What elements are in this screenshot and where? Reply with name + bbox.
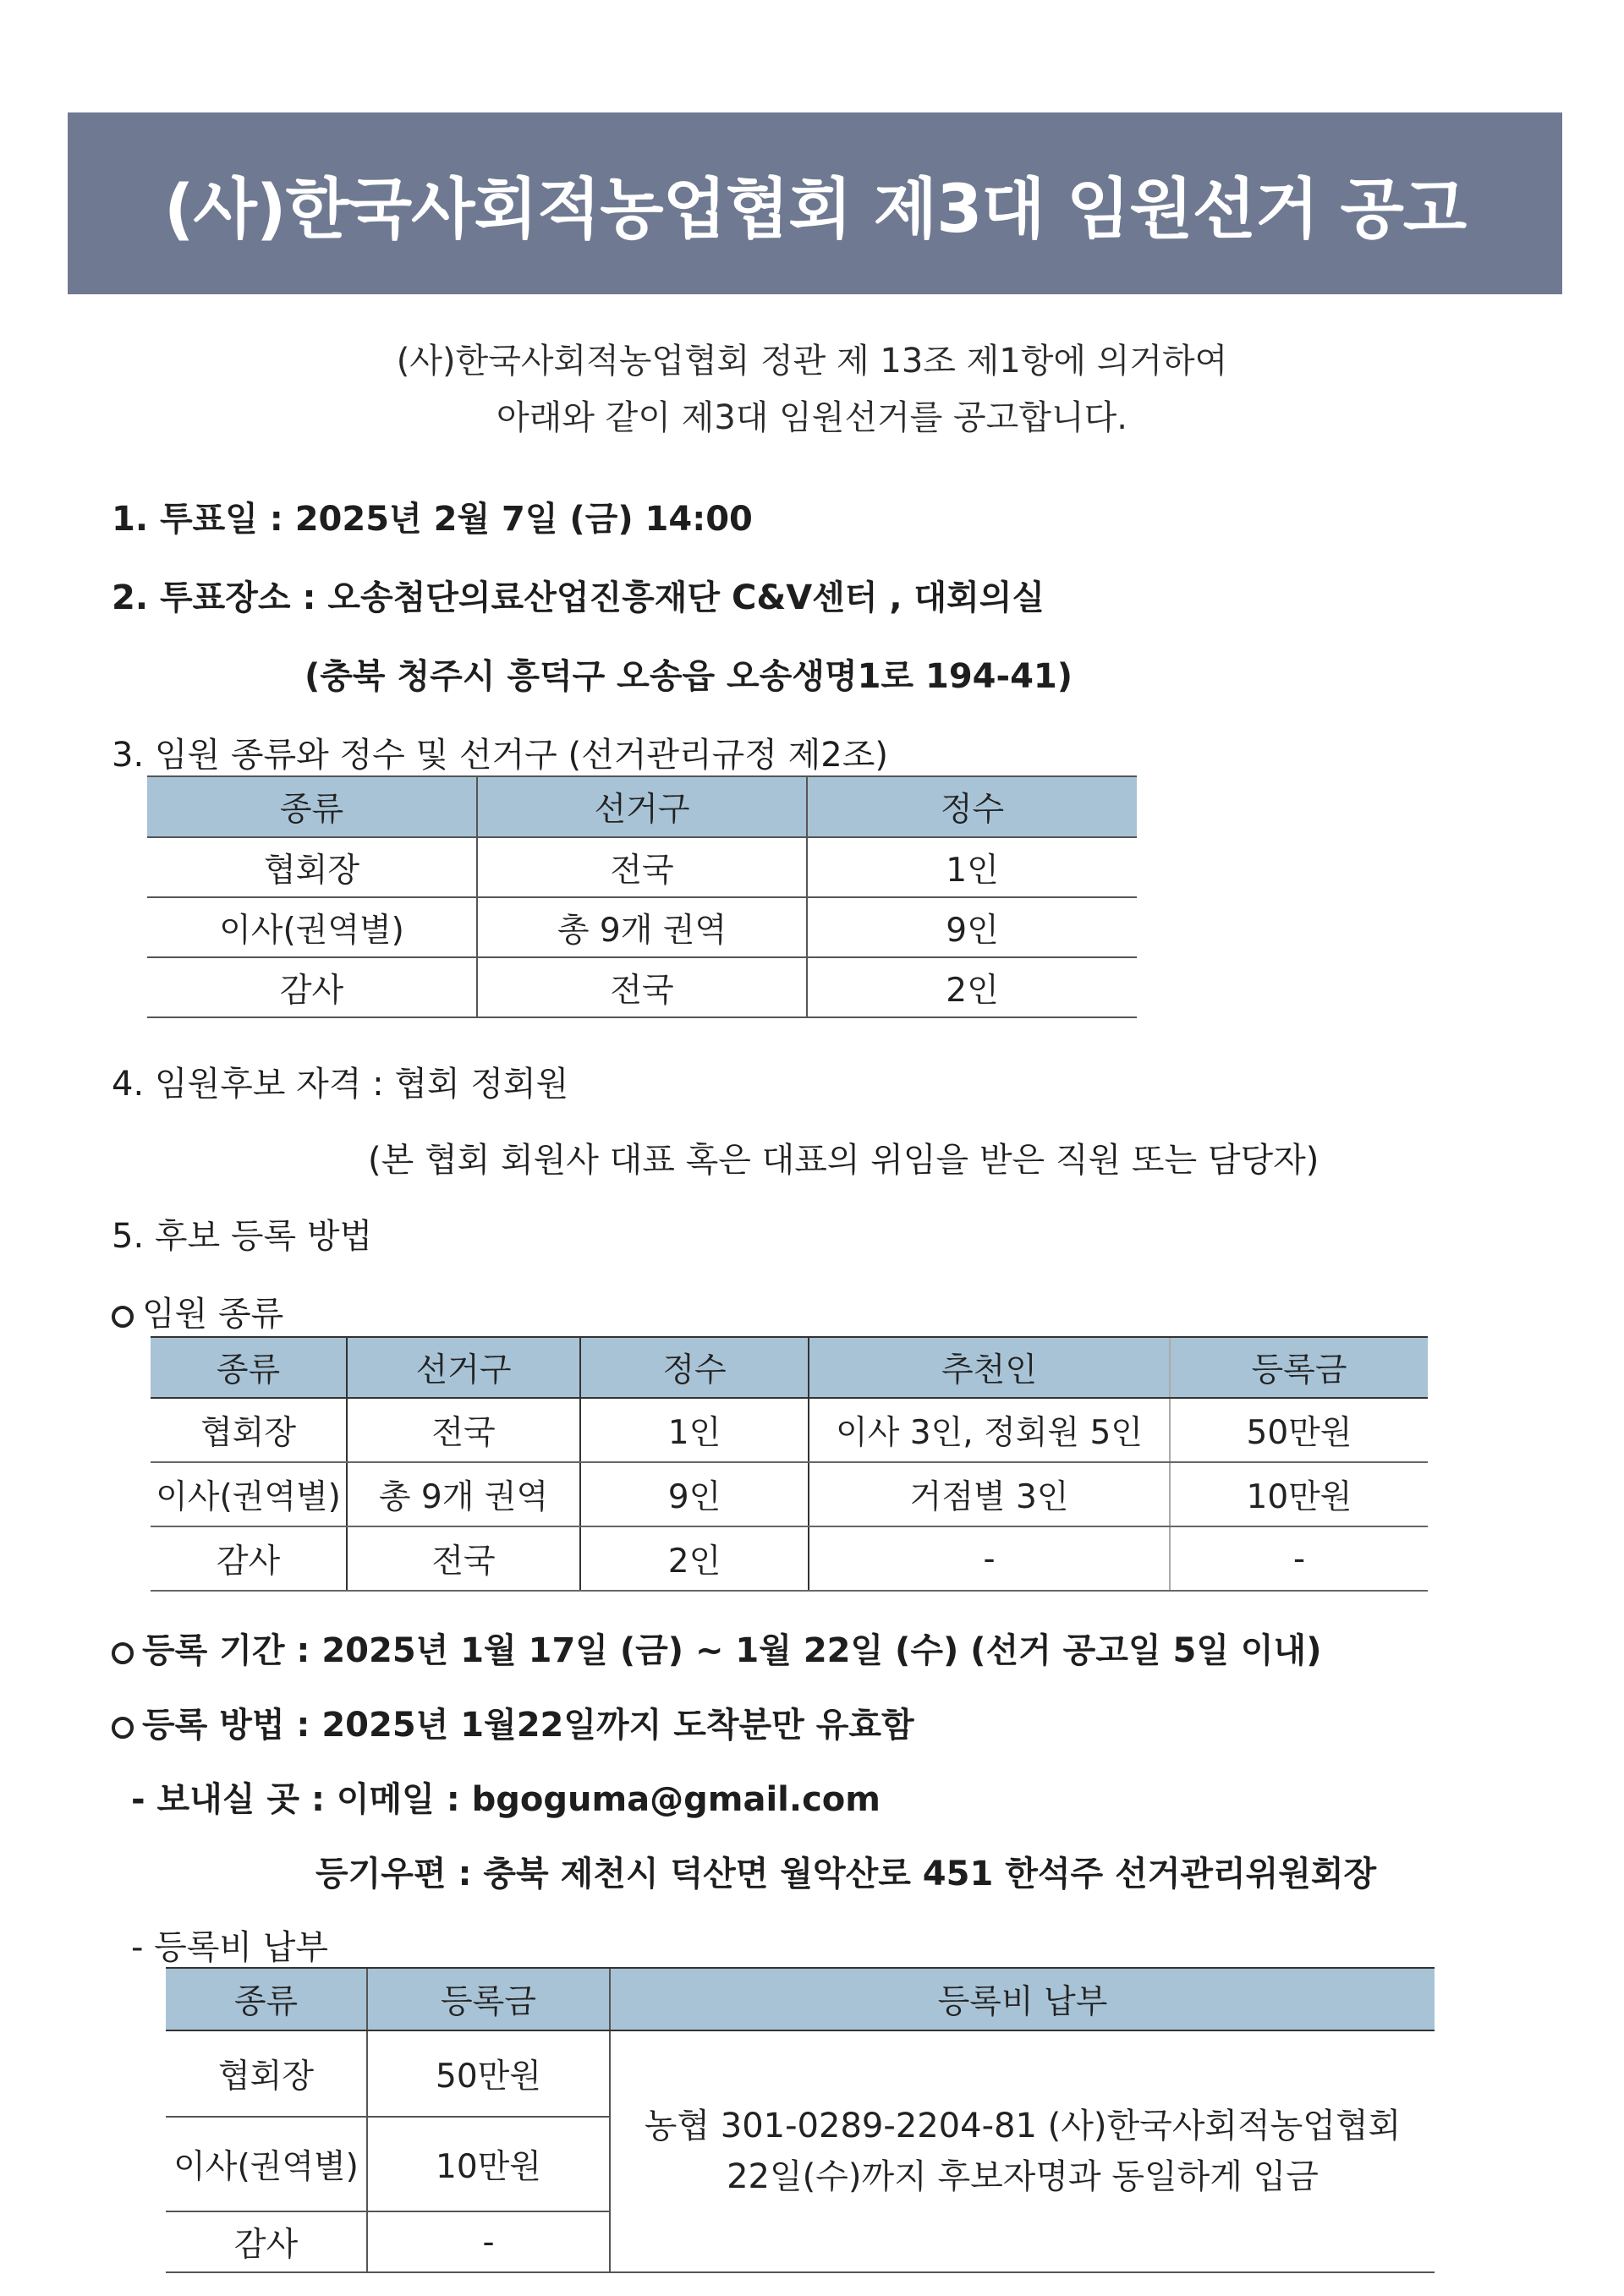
column-header: 종류 — [166, 1968, 367, 2030]
table-cell: 협회장 — [147, 837, 477, 897]
fee-payment-heading: - 등록비 납부 — [131, 1928, 329, 1967]
table-cell: 협회장 — [166, 2030, 367, 2117]
column-header: 종류 — [147, 776, 477, 837]
officer-type-label: 임원 종류 — [142, 1295, 284, 1334]
voting-address: (충북 청주시 흥덕구 오송읍 오송생명1로 194-41) — [304, 657, 1073, 696]
registration-period-text: 등록 기간 : 2025년 1월 17일 (금) ~ 1월 22일 (수) (선거 공고일 5일 이내) — [142, 1631, 1322, 1670]
payment-deadline: 22일(수)까지 후보자명과 동일하게 입금 — [727, 2157, 1319, 2196]
section-4-heading: 4. 임원후보 자격 : 협회 정회원 — [112, 1065, 569, 1104]
table-cell: 9인 — [807, 897, 1137, 957]
column-header: 정수 — [807, 776, 1137, 837]
table-header-row — [166, 1968, 1435, 2030]
table-row — [166, 2030, 1435, 2117]
table-cell: 전국 — [347, 1398, 580, 1462]
table-cell: 2인 — [807, 957, 1137, 1017]
officer-type-subheading — [112, 1287, 283, 1335]
circle-bullet-icon — [112, 1717, 134, 1739]
table-cell: 전국 — [347, 1526, 580, 1591]
table-cell: 1인 — [807, 837, 1137, 897]
candidate-registration-table — [151, 1336, 1428, 1592]
voting-date: 1. 투표일 : 2025년 2월 7일 (금) 14:00 — [112, 500, 753, 539]
table-cell: 2인 — [580, 1526, 809, 1591]
intro-line-2: 아래와 같이 제3대 임원선거를 공고합니다. — [497, 398, 1127, 437]
table-cell: 협회장 — [151, 1398, 347, 1462]
page-title: (사)한국사회적농업협회 제3대 임원선거 공고 — [68, 112, 1562, 294]
fee-payment-table — [166, 1967, 1435, 2273]
registration-method-text: 등록 방법 : 2025년 1월22일까지 도착분만 유효함 — [142, 1706, 914, 1745]
table-header-row — [147, 776, 1137, 837]
table-row — [151, 1526, 1428, 1591]
table-cell: 이사 3인, 정회원 5인 — [809, 1398, 1170, 1462]
officer-seats-table — [147, 775, 1137, 1018]
section-3-heading: 3. 임원 종류와 정수 및 선거구 (선거관리규정 제2조) — [112, 736, 888, 775]
section-5-heading: 5. 후보 등록 방법 — [112, 1217, 373, 1256]
table-cell: 전국 — [477, 957, 807, 1017]
column-header: 종류 — [151, 1337, 347, 1398]
table-cell: 10만원 — [367, 2117, 610, 2211]
column-header: 선거구 — [477, 776, 807, 837]
registration-method — [112, 1698, 914, 1746]
table-cell: 10만원 — [1170, 1462, 1428, 1526]
voting-place: 2. 투표장소 : 오송첨단의료산업진흥재단 C&V센터 , 대회의실 — [112, 578, 1045, 617]
table-cell: 감사 — [151, 1526, 347, 1591]
table-row — [151, 1462, 1428, 1526]
circle-bullet-icon — [112, 1306, 134, 1328]
circle-bullet-icon — [112, 1642, 134, 1664]
table-cell: 이사(권역별) — [166, 2117, 367, 2211]
table-cell: 50만원 — [1170, 1398, 1428, 1462]
table-cell: - — [1170, 1526, 1428, 1591]
table-row — [147, 897, 1137, 957]
table-cell: 감사 — [166, 2211, 367, 2272]
table-cell: 감사 — [147, 957, 477, 1017]
qualification-note: (본 협회 회원사 대표 혹은 대표의 위임을 받은 직원 또는 담당자) — [368, 1141, 1320, 1180]
table-cell: 총 9개 권역 — [347, 1462, 580, 1526]
table-cell: - — [367, 2211, 610, 2272]
table-cell: - — [809, 1526, 1170, 1591]
column-header: 등록비 납부 — [610, 1968, 1435, 2030]
column-header: 추천인 — [809, 1337, 1170, 1398]
intro-line-1: (사)한국사회적농업협회 정관 제 13조 제1항에 의거하여 — [396, 342, 1228, 381]
table-cell: 50만원 — [367, 2030, 610, 2117]
payment-account-cell — [610, 2030, 1435, 2272]
table-cell: 1인 — [580, 1398, 809, 1462]
send-to-email: - 보내실 곳 : 이메일 : bgoguma@gmail.com — [131, 1780, 881, 1819]
registered-mail-address: 등기우편 : 충북 제천시 덕산면 월악산로 451 한석주 선거관리위원회장 — [315, 1855, 1377, 1893]
payment-account: 농협 301-0289-2204-81 (사)한국사회적농업협회 — [644, 2107, 1402, 2145]
column-header: 등록금 — [1170, 1337, 1428, 1398]
table-cell: 9인 — [580, 1462, 809, 1526]
table-row — [151, 1398, 1428, 1462]
table-row — [147, 957, 1137, 1017]
table-cell: 거점별 3인 — [809, 1462, 1170, 1526]
table-cell: 총 9개 권역 — [477, 897, 807, 957]
column-header: 선거구 — [347, 1337, 580, 1398]
column-header: 정수 — [580, 1337, 809, 1398]
table-row — [147, 837, 1137, 897]
column-header: 등록금 — [367, 1968, 610, 2030]
table-cell: 이사(권역별) — [147, 897, 477, 957]
table-cell: 전국 — [477, 837, 807, 897]
table-header-row — [151, 1337, 1428, 1398]
registration-period — [112, 1624, 1321, 1672]
table-cell: 이사(권역별) — [151, 1462, 347, 1526]
